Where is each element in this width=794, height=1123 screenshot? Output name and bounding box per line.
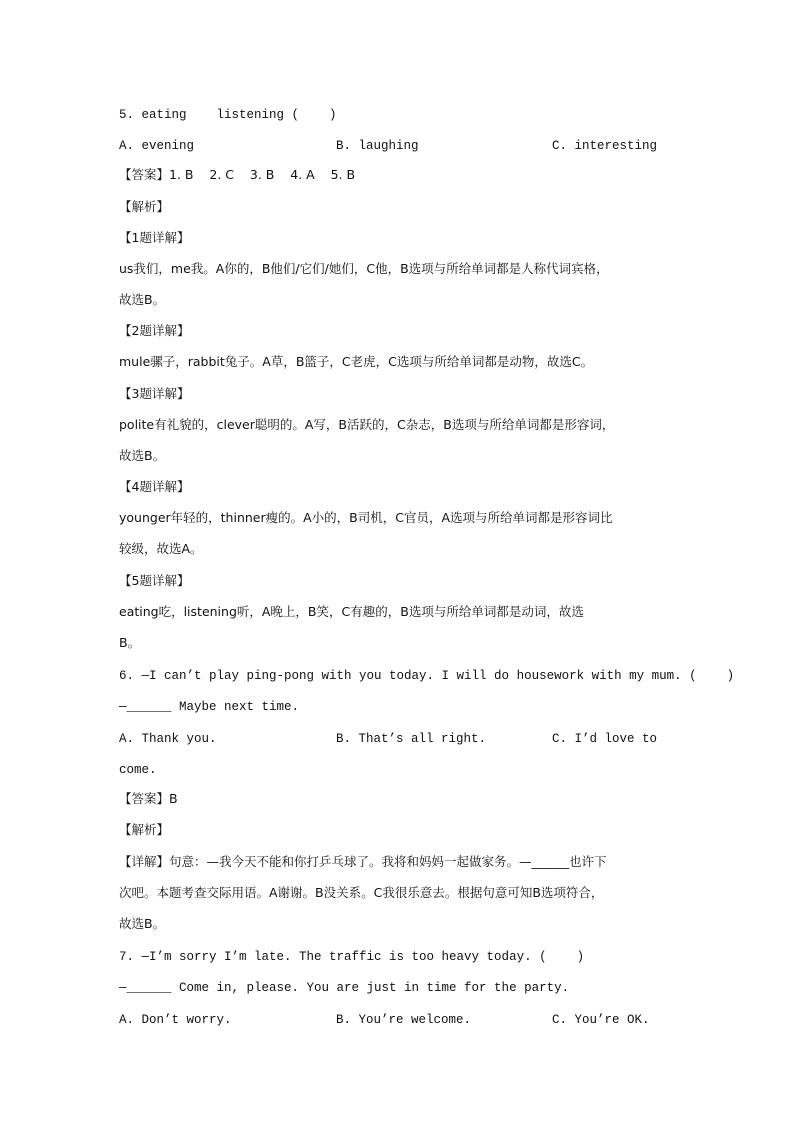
detail-5-line: eating吃，listening听，A晚上，B笑，C有趣的，B选项与所给单词都是动词，故选 bbox=[119, 604, 584, 619]
detail-4-line: 较级，故选A。 bbox=[119, 541, 203, 556]
q7-option-a: A. Don’t worry. bbox=[119, 1013, 232, 1027]
analysis-heading: 【解析】 bbox=[119, 199, 170, 214]
q5-option-a: A. evening bbox=[119, 139, 195, 153]
q5-option-c: C. interesting bbox=[552, 139, 658, 153]
detail-4-heading: 【4题详解】 bbox=[119, 479, 190, 494]
detail-5-heading: 【5题详解】 bbox=[119, 573, 190, 588]
detail-3-line: polite有礼貌的，clever聪明的。A写，B活跃的，C杂志，B选项与所给单词都是形容词， bbox=[119, 417, 615, 432]
q6-option-b: B. That’s all right. bbox=[336, 732, 487, 746]
q5-stem: 5. eating listening ( ) bbox=[119, 108, 337, 122]
q6-option-a: A. Thank you. bbox=[119, 732, 217, 746]
q7-option-c: C. You’re OK. bbox=[552, 1013, 650, 1027]
q7-reply: —______ Come in, please. You are just in time for the party. bbox=[119, 981, 570, 995]
q6-answer: 【答案】B bbox=[119, 791, 178, 806]
q6-option-c-wrap: come. bbox=[119, 763, 157, 777]
detail-1-heading: 【1题详解】 bbox=[119, 230, 190, 245]
q6-detail-line: 故选B。 bbox=[119, 916, 166, 931]
q5-option-b: B. laughing bbox=[336, 139, 419, 153]
detail-4-line: younger年轻的，thinner瘦的。A小的，B司机，C官员，A选项与所给单词都是形容词比 bbox=[119, 510, 613, 525]
q6-stem: 6. —I can’t play ping-pong with you today. I will do housework with my mum. ( ) bbox=[119, 669, 735, 683]
answers-line: 【答案】1. B 2. C 3. B 4. A 5. B bbox=[119, 167, 356, 182]
detail-5-line: B。 bbox=[119, 635, 141, 650]
q6-analysis-heading: 【解析】 bbox=[119, 822, 170, 837]
detail-2-line: mule骡子，rabbit兔子。A草，B篮子，C老虎，C选项与所给单词都是动物，故选C。 bbox=[119, 354, 594, 369]
detail-1-line: 故选B。 bbox=[119, 292, 166, 307]
detail-1-line: us我们，me我。A你的，B他们/它们/她们，C他，B选项与所给单词都是人称代词宾格， bbox=[119, 261, 609, 276]
detail-2-heading: 【2题详解】 bbox=[119, 323, 190, 338]
detail-3-line: 故选B。 bbox=[119, 448, 166, 463]
q6-reply: —______ Maybe next time. bbox=[119, 700, 300, 714]
q6-option-c: C. I’d love to bbox=[552, 732, 658, 746]
detail-3-heading: 【3题详解】 bbox=[119, 386, 190, 401]
q6-detail-line: 【详解】句意：—我今天不能和你打乒乓球了。我将和妈妈一起做家务。—______也许下 bbox=[119, 854, 607, 869]
q7-option-b: B. You’re welcome. bbox=[336, 1013, 472, 1027]
q7-stem: 7. —I’m sorry I’m late. The traffic is too heavy today. ( ) bbox=[119, 950, 585, 964]
q6-detail-line: 次吧。本题考查交际用语。A谢谢。B没关系。C我很乐意去。根据句意可知B选项符合， bbox=[119, 885, 604, 900]
